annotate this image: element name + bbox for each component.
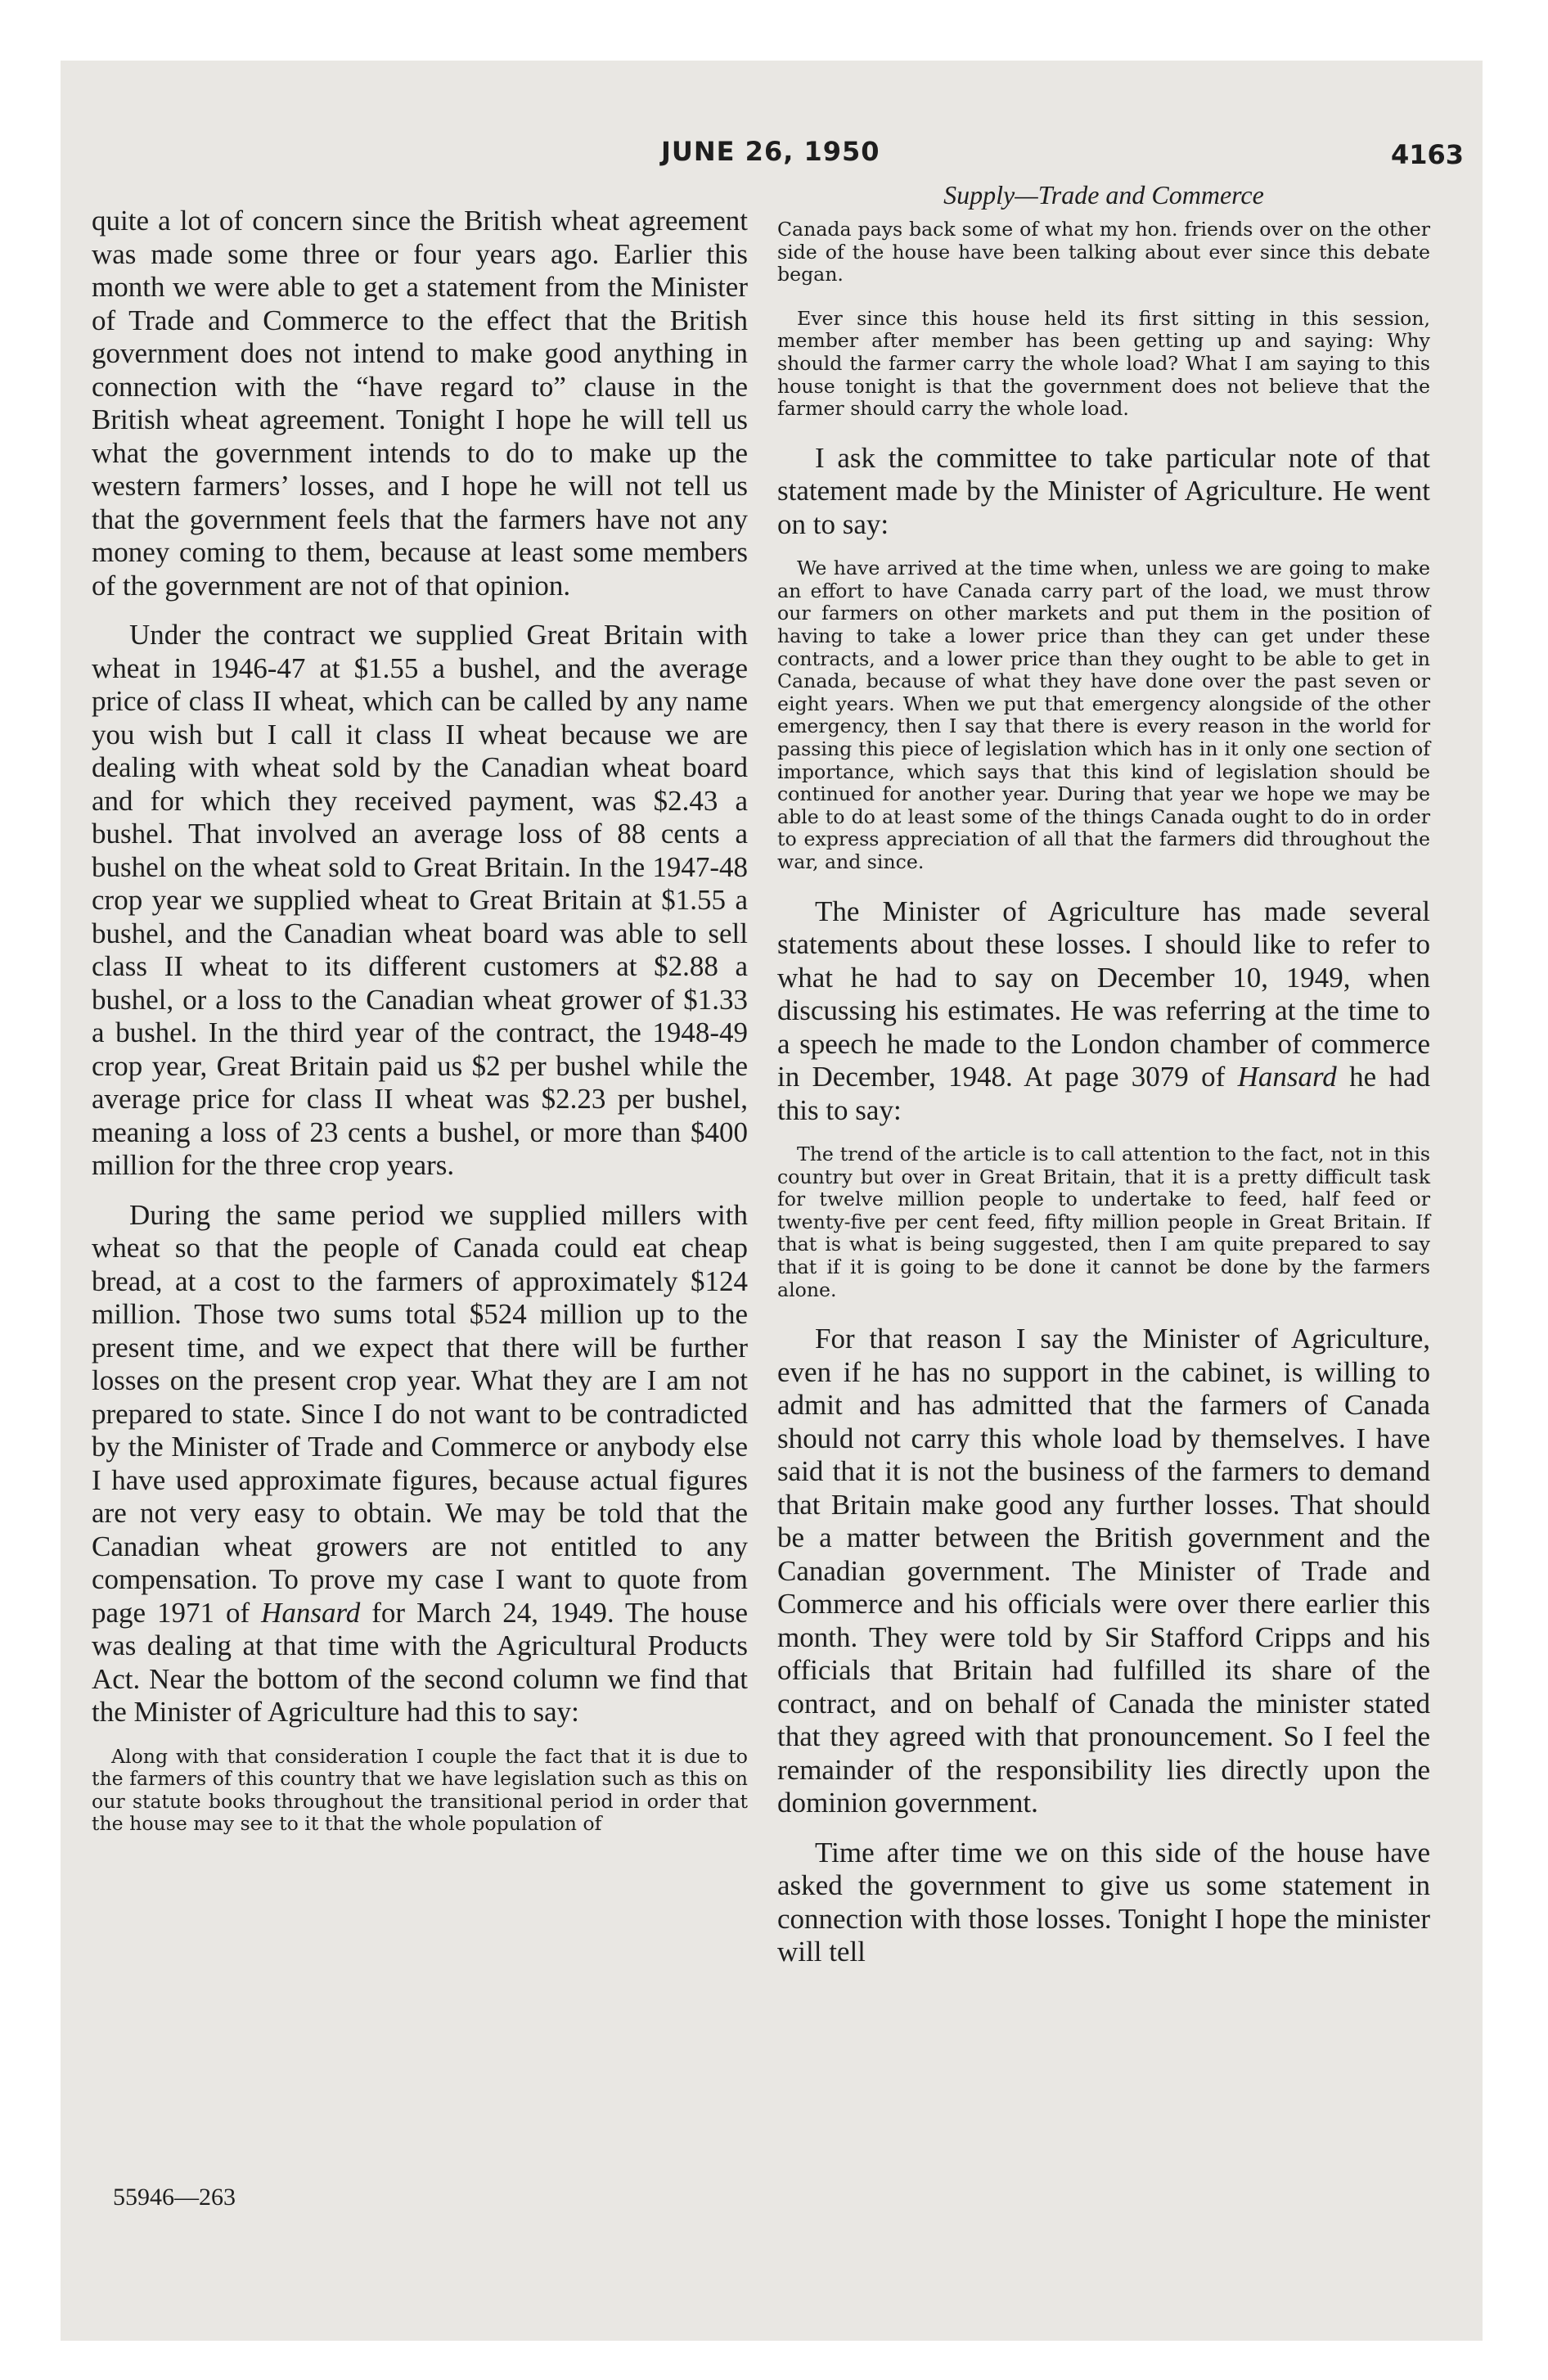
block-quote: Canada pays back some of what my hon. friends over on the other side of the house have been talking about ever since this debate began. — [777, 218, 1430, 286]
paragraph — [92, 1199, 748, 1729]
paragraph: Time after time we on this side of the house have asked the government to give us some statement in connection with those losses. Tonight I hope the minister will tell — [777, 1836, 1430, 1968]
paragraph-text: The Minister of Agriculture has made several statements about these losses. I should like to refer to what he had to say on December 10, 1949, when discussing his estimates. He was referring at the time to a speech he made to the London chamber of commerce in December, 1948. At page 3079 of — [777, 895, 1430, 1093]
running-head: Supply—Trade and Commerce — [943, 180, 1264, 210]
right-column — [777, 180, 1430, 1986]
block-quote: We have arrived at the time when, unless we are going to make an effort to have Canada carry part of the load, we must throw our farmers on other markets and put them in the position of having to take a lower price than they can get under these contracts, and a lower price than they ought to be able to get in Canada, because of what they have done over the past seven or eight years. When we put that emergency alongside of the other emergency, then I say that there is every reason in the world for passing this piece of legislation which has in it only one section of importance, which says that this kind of legislation should be continued for another year. During that year we hope we may be able to do at least some of the things Canada ought to do in order to express appreciation of all that the farmers did throughout the war, and since. — [777, 557, 1430, 873]
block-quote: Along with that consideration I couple the fact that it is due to the farmers of this country that we have legislation such as this on our statute books throughout the transitional period in order that the house may see to it that the whole population of — [92, 1744, 748, 1836]
paragraph: quite a lot of concern since the British wheat agreement was made some three or four years ago. Earlier this month we were able to get a statement from the Minister of Trade and Commerce to the effect that the British government does not intend to make good anything in connection with the “have regard to” clause in the British wheat agreement. Tonight I hope he will tell us what the government intends to do to make up the western farmers’ losses, and I hope he will not tell us that the government feels that the farmers have not any money coming to them, because at least some members of the government are not of that opinion. — [92, 205, 748, 602]
paragraph-text: for March 24, 1949. The house was dealing at that time with the Agricultural Products Act. Near the bottom of the second column we find that the Minister of Agriculture had this to say: — [92, 1596, 748, 1728]
paragraph — [777, 895, 1430, 1128]
paragraph-text: During the same period we supplied millers with wheat so that the people of Canada could eat cheap bread, at a cost to the farmers of approximately $124 million. Those two sums total $524 million up to the present time, and we expect that there will be further losses on the present crop year. What they are I am not prepared to state. Since I do not want to be contradicted by the Minister of Trade and Commerce or anybody else I have used approximate figures, because actual figures are not very easy to obtain. We may be told that the Canadian wheat growers are not entitled to any compensation. To prove my case I want to quote from page 1971 of — [92, 1198, 748, 1629]
page-date: JUNE 26, 1950 — [661, 136, 880, 167]
block-quote: Ever since this house held its first sitting in this session, member after member has been getting up and saying: Why should the farmer carry the whole load? What I am saying to this house tonight is that the government does not believe that the farmer should carry the whole load. — [777, 306, 1430, 421]
footer-code: 55946—263 — [113, 2184, 236, 2211]
paragraph: Under the contract we supplied Great Britain with wheat in 1946-47 at $1.55 a bushel, and the average price of class II wheat, which can be called by any name you wish but I call it class II wheat because we are dealing with wheat sold by the Canadian wheat board and for which they received payment, was $2.43 a bushel. That involved an average loss of 88 cents a bushel on the wheat sold to Great Britain. In the 1947-48 crop year we supplied wheat to Great Britain at $1.55 a bushel, and the Canadian wheat board was able to sell class II wheat to its different customers at $2.88 a bushel, or a loss to the Canadian wheat grower of $1.33 a bushel. In the third year of the contract, the 1948-49 crop year, Great Britain paid us $2 per bushel while the average price for class II wheat was $2.23 per bushel, meaning a loss of 23 cents a bushel, or more than $400 million for the three crop years. — [92, 619, 748, 1181]
paragraph: For that reason I say the Minister of Agriculture, even if he has no support in the cabinet, is willing to admit and has admitted that the farmers of Canada should not carry this whole load by themselves. I have said that it is not the business of the farmers to demand that Britain make good any further losses. That should be a matter between the British government and the Canadian government. The Minister of Trade and Commerce and his officials were over there earlier this month. They were told by Sir Stafford Cripps and his officials that Britain had fulfilled its share of the contract, and on behalf of Canada the minister stated that they agreed with that pronouncement. So I feel the remainder of the responsibility lies directly upon the dominion government. — [777, 1323, 1430, 1819]
hansard-reference: Hansard — [1237, 1061, 1337, 1093]
page-header — [0, 136, 1548, 175]
hansard-reference: Hansard — [261, 1596, 361, 1629]
page-number: 4163 — [1391, 139, 1465, 170]
left-column — [92, 205, 748, 1857]
paragraph: I ask the committee to take particular note of that statement made by the Minister of Agriculture. He went on to say: — [777, 441, 1430, 540]
block-quote: The trend of the article is to call attention to the fact, not in this country but over in Great Britain, that it is a pretty difficult task for twelve million people to undertake to feed, half feed or twenty-five per cent feed, fifty million people in Great Britain. If that is what is being suggested, then I am quite prepared to say that if it is going to be done it cannot be done by the farmers alone. — [777, 1143, 1430, 1301]
paragraph-text: he had this to say: — [777, 1061, 1430, 1126]
